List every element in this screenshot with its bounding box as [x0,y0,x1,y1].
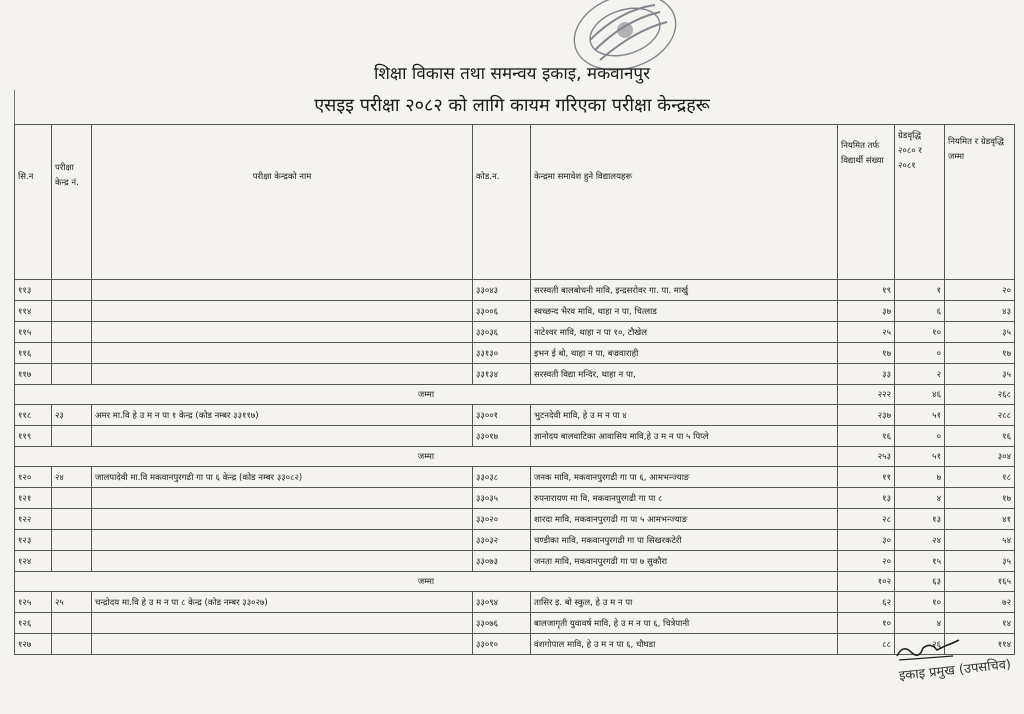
cell-regular: ३७ [838,301,895,322]
page-title: एसइइ परीक्षा २०८२ को लागि कायम गरिएका परीक्षा केन्द्रहरू [314,95,710,116]
exam-centers-table [14,124,1015,655]
cell-regular: १०२ [838,572,895,592]
cell-code: ३३०७३ [473,551,531,572]
officer-title: इकाइ प्रमुख (उपसचिव) [898,657,1012,684]
cell-school: इभन ई बो, थाहा न पा, बज्रवाराही [531,343,838,364]
table-row [15,426,1015,447]
cell-total: ३५ [945,364,1015,385]
cell-sn: १२७ [15,634,52,655]
cell-grade-up: २ [895,364,945,385]
cell-school: सरस्वती बालबोधनी मावि, इन्द्रसरोवर गा. पा. मार्खु [531,280,838,301]
table-row [15,634,1015,655]
cell-center-no [52,426,92,447]
table-row [15,405,1015,426]
cell-total: २० [945,280,1015,301]
cell-school: नाटेश्वर मावि, थाहा न पा १०, टौखेल [531,322,838,343]
cell-total: ३५ [945,551,1015,572]
cell-school: जनक मावि, मकवानपुरगढी गा पा ६, आमभन्ज्याङ [531,467,838,488]
cell-grade-up: ६ [895,301,945,322]
cell-regular: ३३ [838,364,895,385]
cell-code: ३३०२० [473,509,531,530]
col-code-header: कोड.न. [473,125,531,280]
cell-total: १६५ [945,572,1015,592]
cell-regular: २० [838,551,895,572]
cell-center-name [92,343,473,364]
cell-code: ३३०१० [473,634,531,655]
cell-center-name [92,488,473,509]
cell-school: जनता मावि, मकवानपुरगढी गा पा ७ सुकौरा [531,551,838,572]
cell-total: ४१ [945,509,1015,530]
cell-sn: १२६ [15,613,52,634]
cell-regular: १६ [838,426,895,447]
cell-grade-up: ० [895,343,945,364]
cell-regular: ६२ [838,592,895,613]
total-row [15,385,1015,405]
col-sn-header: सि.न [15,125,52,280]
cell-center-name: अमर मा.वि हे उ म न पा १ केन्द्र (कोड नम्बर ३३११७) [92,405,473,426]
cell-center-name: चन्द्रोदय मा.वि हे उ म न पा ८ केन्द्र (कोड नम्बर ३३०२७) [92,592,473,613]
cell-grade-up: १ [895,280,945,301]
cell-code: ३३०३८ [473,467,531,488]
table-row [15,467,1015,488]
cell-regular: २२२ [838,385,895,405]
cell-grade-up: १० [895,592,945,613]
cell-sn: १२५ [15,592,52,613]
office-heading: शिक्षा विकास तथा समन्वय इकाइ, मकवानपुर [373,64,651,84]
cell-center-name [92,613,473,634]
cell-sn: ११६ [15,343,52,364]
col-gradeup-header: ग्रेडवृद्धि २०८० र २०८१ [895,125,945,280]
cell-sn: ११९ [15,426,52,447]
cell-center-name [92,301,473,322]
cell-sn: ११८ [15,405,52,426]
total-label: जम्मा [15,385,838,405]
cell-grade-up: १३ [895,509,945,530]
table-row [15,530,1015,551]
cell-total: १७ [945,488,1015,509]
cell-center-name [92,634,473,655]
cell-code: ३३००१ [473,405,531,426]
cell-center-no [52,530,92,551]
cell-grade-up: ६३ [895,572,945,592]
cell-school: शारदा मावि, मकवानपुरगढी गा पा ५ आमभन्ज्याङ [531,509,838,530]
cell-code: ३३०१७ [473,426,531,447]
cell-code: ३३००६ [473,301,531,322]
table-row [15,364,1015,385]
table-row [15,301,1015,322]
cell-regular: ३० [838,530,895,551]
table-row [15,343,1015,364]
cell-sn: १२० [15,467,52,488]
cell-grade-up: ५१ [895,405,945,426]
table-row [15,551,1015,572]
cell-center-no: २५ [52,592,92,613]
cell-center-name [92,551,473,572]
cell-sn: ११३ [15,280,52,301]
cell-code: ३३०३२ [473,530,531,551]
cell-grade-up: १० [895,322,945,343]
cell-regular: १३ [838,488,895,509]
cell-total: ५४ [945,530,1015,551]
table-row [15,322,1015,343]
cell-center-name [92,426,473,447]
total-row [15,447,1015,467]
total-label: जम्मा [15,572,838,592]
col-regular-header: नियमित तर्फ विद्यार्थी संख्या [838,125,895,280]
cell-sn: ११७ [15,364,52,385]
cell-grade-up: ५१ [895,447,945,467]
cell-school: भुटनदेवी मावि, हे उ म न पा ४ [531,405,838,426]
cell-code: ३३०३५ [473,488,531,509]
table-header-row [15,125,1015,280]
cell-center-no: २३ [52,405,92,426]
margin-line [14,90,15,126]
cell-total: १६ [945,426,1015,447]
cell-grade-up: ४६ [895,385,945,405]
cell-regular: २५ [838,322,895,343]
total-label: जम्मा [15,447,838,467]
cell-school: वंशगोपाल मावि, हे उ म न पा ६, चौघडा [531,634,838,655]
cell-school: बालजागृती युवावर्ष मावि, हे उ म न पा ६, चित्रेपानी [531,613,838,634]
cell-regular: २८ [838,509,895,530]
cell-grade-up: ४ [895,613,945,634]
cell-total: १४ [945,613,1015,634]
cell-center-no [52,280,92,301]
cell-total: २८८ [945,405,1015,426]
cell-grade-up: ० [895,426,945,447]
table-row [15,509,1015,530]
cell-center-no [52,509,92,530]
cell-total: ३०४ [945,447,1015,467]
cell-code: ३३०९४ [473,592,531,613]
cell-code: ३३१३४ [473,364,531,385]
cell-total: २६८ [945,385,1015,405]
cell-regular: १९ [838,280,895,301]
cell-school: चण्डीका मावि, मकवानपुरगढी गा पा सिखरकटेरी [531,530,838,551]
cell-total: १८ [945,467,1015,488]
cell-total: ११४ [945,634,1015,655]
cell-total: ४३ [945,301,1015,322]
col-total-header: नियमित र ग्रेडवृद्धि जम्मा [945,125,1015,280]
cell-total: ३५ [945,322,1015,343]
cell-center-no [52,343,92,364]
cell-regular: ८८ [838,634,895,655]
cell-grade-up: २४ [895,530,945,551]
cell-regular: ११ [838,467,895,488]
cell-regular: १० [838,613,895,634]
table-row [15,280,1015,301]
cell-grade-up: ४ [895,488,945,509]
table-row [15,592,1015,613]
cell-sn: १२३ [15,530,52,551]
table-body [15,280,1015,655]
cell-center-no [52,634,92,655]
cell-sn: १२२ [15,509,52,530]
cell-center-name [92,530,473,551]
col-schools-header: केन्द्रमा समावेश हुने विद्यालयहरू [531,125,838,280]
cell-center-name [92,322,473,343]
cell-center-name [92,509,473,530]
cell-code: ३३०७६ [473,613,531,634]
total-row [15,572,1015,592]
table-row [15,488,1015,509]
cell-center-no [52,322,92,343]
cell-grade-up: १५ [895,551,945,572]
cell-code: ३३१३० [473,343,531,364]
cell-total: ७२ [945,592,1015,613]
cell-sn: १२४ [15,551,52,572]
cell-school: स्वच्छन्द भैरव मावि, थाहा न पा, चित्लाड [531,301,838,322]
cell-regular: १७ [838,343,895,364]
cell-center-name: जालपादेवी मा.वि मकवानपुरगढी गा पा ६ केन्द्र (कोड नम्बर ३३०८२) [92,467,473,488]
cell-school: ज्ञानोदय बालवाटिका आवासिय मावि,हे उ म न पा ५ पिप्ले [531,426,838,447]
col-center-name-header: परीक्षा केन्द्रको नाम [92,125,473,280]
cell-sn: ११४ [15,301,52,322]
cell-grade-up: ७ [895,467,945,488]
table-row [15,613,1015,634]
cell-school: रुपनारायण मा वि, मकवानपुरगढी गा पा ८ [531,488,838,509]
cell-total: १७ [945,343,1015,364]
cell-center-no [52,613,92,634]
cell-center-no [52,301,92,322]
cell-sn: ११५ [15,322,52,343]
cell-center-no: २४ [52,467,92,488]
cell-sn: १२१ [15,488,52,509]
cell-school: तासिर इ. बो स्कुल, हे उ म न पा [531,592,838,613]
col-center-no-header: परीक्षा केन्द्र नं. [52,125,92,280]
cell-center-name [92,364,473,385]
cell-school: सरस्वती विद्या मन्दिर, थाहा न पा, [531,364,838,385]
cell-center-no [52,551,92,572]
cell-regular: २५३ [838,447,895,467]
cell-grade-up: २६ [895,634,945,655]
cell-code: ३३०३६ [473,322,531,343]
cell-regular: २३७ [838,405,895,426]
cell-center-no [52,488,92,509]
cell-center-name [92,280,473,301]
cell-code: ३३०४३ [473,280,531,301]
cell-center-no [52,364,92,385]
